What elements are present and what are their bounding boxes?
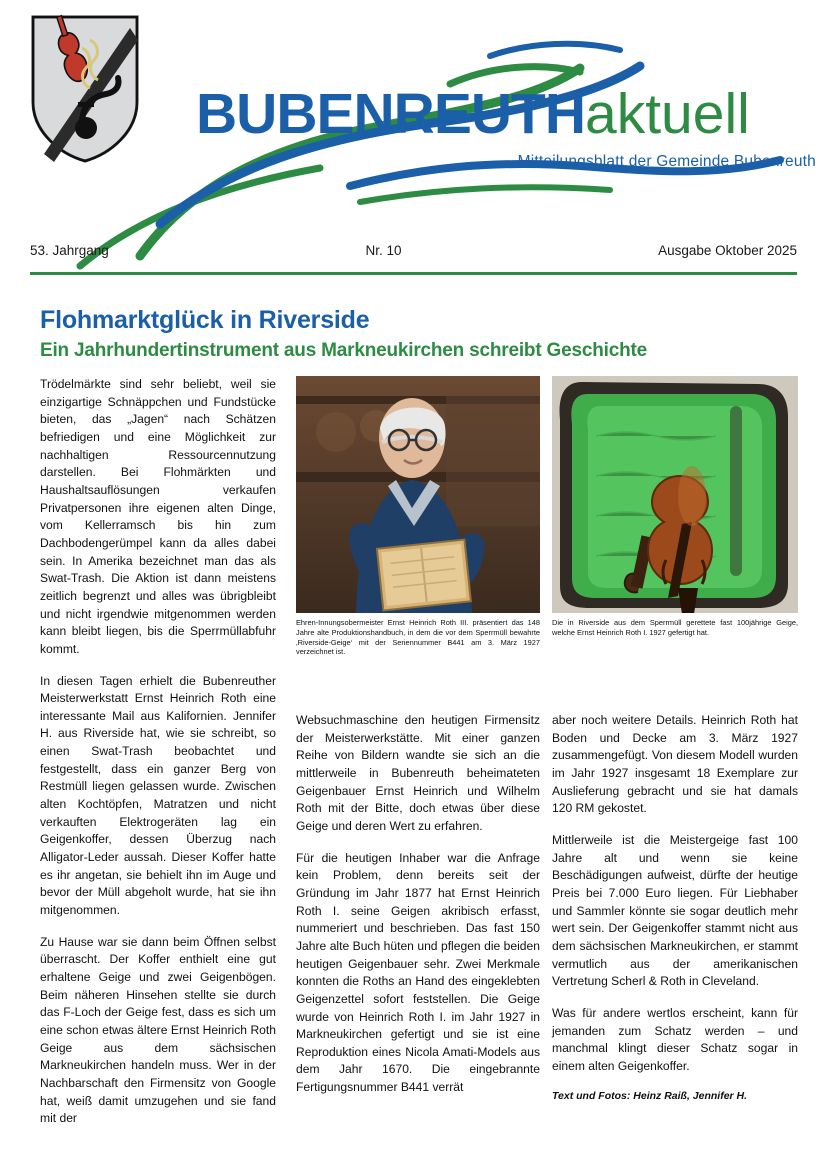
issue-volume: 53. Jahrgang	[30, 243, 109, 258]
photo2-caption: Die in Riverside aus dem Sperrmüll gerettete fast 100jährige Geige, welche Ernst Heinrich Roth I. 1927 gefertigt hat.	[552, 618, 798, 637]
paragraph: Was für andere wertlos erscheint, kann für jemanden zum Schatz werden – und manchmal klingt dieser Schatz sogar in einem alten Geigenkoffer.	[552, 1005, 798, 1073]
coat-of-arms-icon	[30, 14, 140, 164]
paragraph: In diesen Tagen erhielt die Bubenreuther Meisterwerkstatt Ernst Heinrich Roth eine interessante Mail aus Kalifornien. Jennifer H. aus Riverside hat, wie sie schreibt, so einen Swat-Trash beobachtet und festgestellt, dass ein ganzer Berg von Restmüll liegen gelassen wurde. Zwischen alten Kochtöpfen, Matratzen und nicht verkauften Elektrogeräten lag ein Geigenkoffer, dessen Überzug nach Alligator-Leder aussah. Dieser Koffer hatte es ihr angetan, sie behielt ihn im Auge und bevor der Müll abgeholt wurde, hat sie ihn mitgenommen.	[40, 673, 276, 918]
article-column-3	[552, 712, 798, 1119]
masthead-title	[196, 82, 816, 146]
photo-violin-in-case	[552, 376, 798, 613]
photo-violin-maker-with-ledger	[296, 376, 540, 613]
article-credit: Text und Fotos: Heinz Raiß, Jennifer H.	[552, 1090, 748, 1103]
masthead	[0, 0, 827, 290]
paragraph: aber noch weitere Details. Heinrich Roth hat Boden und Decke am 3. März 1927 zusammengefügt. Von diesem Modell wurden im Jahr 1927 insgesamt 18 Exemplare zur Auslieferung gebracht und sie hat damals 120 RM gekostet.	[552, 713, 798, 816]
masthead-title-main: BUBENREUTH	[196, 82, 585, 146]
paragraph: Für die heutigen Inhaber war die Anfrage kein Problem, denn bereits seit der Gründung im Jahr 1877 hat Ernst Heinrich Roth I. seine Geigen akribisch erfasst, nummeriert und beschrieben. Das fast 150 Jahre alte Buch hüten und pflegen die beiden heutigen Geigenbauer sehr. Zwei Merkmale konnten die Roths an Hand des eingeklebten Geigenzettel sofort feststellen. Die Geige wurde von Heinrich Roth I. im Jahr 1927 in Markneukirchen gefertigt und sie ist eine Reproduktion eines Nicola Amati-Models aus dem Jahr 1670. Die eingebrannte Fertigungsnummer B441 verrät	[296, 850, 540, 1095]
paragraph: Zu Hause war sie dann beim Öffnen selbst überrascht. Der Koffer enthielt eine gut erhaltene Geige und zwei Geigenbögen. Beim näheren Hinsehen stellte sie durch das F-Loch der Geige fest, dass es sich um eine schon etwas ältere Ernst Heinrich Roth Geige aus dem sächsischen Markneukirchen handeln muss. Wer in der Nachbarschaft den Firmensitz von Google hat, weiß damit umzugehen und sie fand mit der	[40, 934, 276, 1126]
masthead-title-wrap	[196, 82, 816, 171]
issue-number: Nr. 10	[365, 243, 402, 258]
article-headline: Flohmarktglück in Riverside	[40, 306, 370, 334]
photo1-caption: Ehren-Innungsobermeister Ernst Heinrich Roth III. präsentiert das 148 Jahre alte Produktionshandbuch, in dem die vor dem Sperrmüll bewahrte ‚Riverside-Geige‘ mit der Seriennummer B441 am 3. März 1927 verzeichnet ist.	[296, 618, 540, 657]
article-column-2	[296, 712, 540, 1111]
header-divider	[30, 272, 797, 275]
masthead-title-suffix: aktuell	[585, 82, 750, 146]
masthead-subtitle: Mitteilungsblatt der Gemeinde Bubenreuth	[517, 153, 816, 170]
issue-edition: Ausgabe Oktober 2025	[658, 243, 797, 258]
paragraph: Trödelmärkte sind sehr beliebt, weil sie einzigartige Schnäppchen und Fundstücke bieten, das „Jagen“ nach Schätzen befriedigen und eine Möglichkeit zur nachhaltigen Ressourcennutzung darstellen. Bei Flohmärkten und Haushaltsauflösungen verkaufen Privatpersonen ihre eigenen alten Dinge, vom Kellerramsch bis hin zum Dachbodengerümpel kann da alles dabei sein. In Amerika bezeichnet man das als Swat-Trash. Die Aktion ist dann meistens zeitlich begrenzt und alles was übrigbleibt und nicht irgendwie mitgenommen werden kann bleibt liegen, bis die Sperrmüllabfuhr kommt.	[40, 377, 276, 656]
issue-bar	[30, 243, 797, 265]
paragraph: Websuchmaschine den heutigen Firmensitz der Meisterwerkstätte. Mit einer ganzen Reihe von Bildern wandte sie sich an die mittlerweile in Bubenreuth beheimateten Geigenbauer Ernst Heinrich und Wilhelm Roth mit der Bitte, doch etwas über diese Geige und deren Wert zu erfahren.	[296, 713, 540, 833]
paragraph: Mittlerweile ist die Meistergeige fast 100 Jahre alt und wenn sie keine Beschädigungen aufweist, dürfte der heutige Preis bei 7.000 Euro liegen. Für Liebhaber und Sammler könnte sie sogar deutlich mehr wert sein. Der Geigenkoffer stammt nicht aus dem sächsischen Markneukirchen, er stammt vermutlich aus der amerikanischen Vertretung Scherl & Roth in Cleveland.	[552, 832, 798, 989]
article-subheadline: Ein Jahrhundertinstrument aus Markneukirchen schreibt Geschichte	[40, 340, 647, 361]
article-column-1	[40, 376, 276, 1142]
